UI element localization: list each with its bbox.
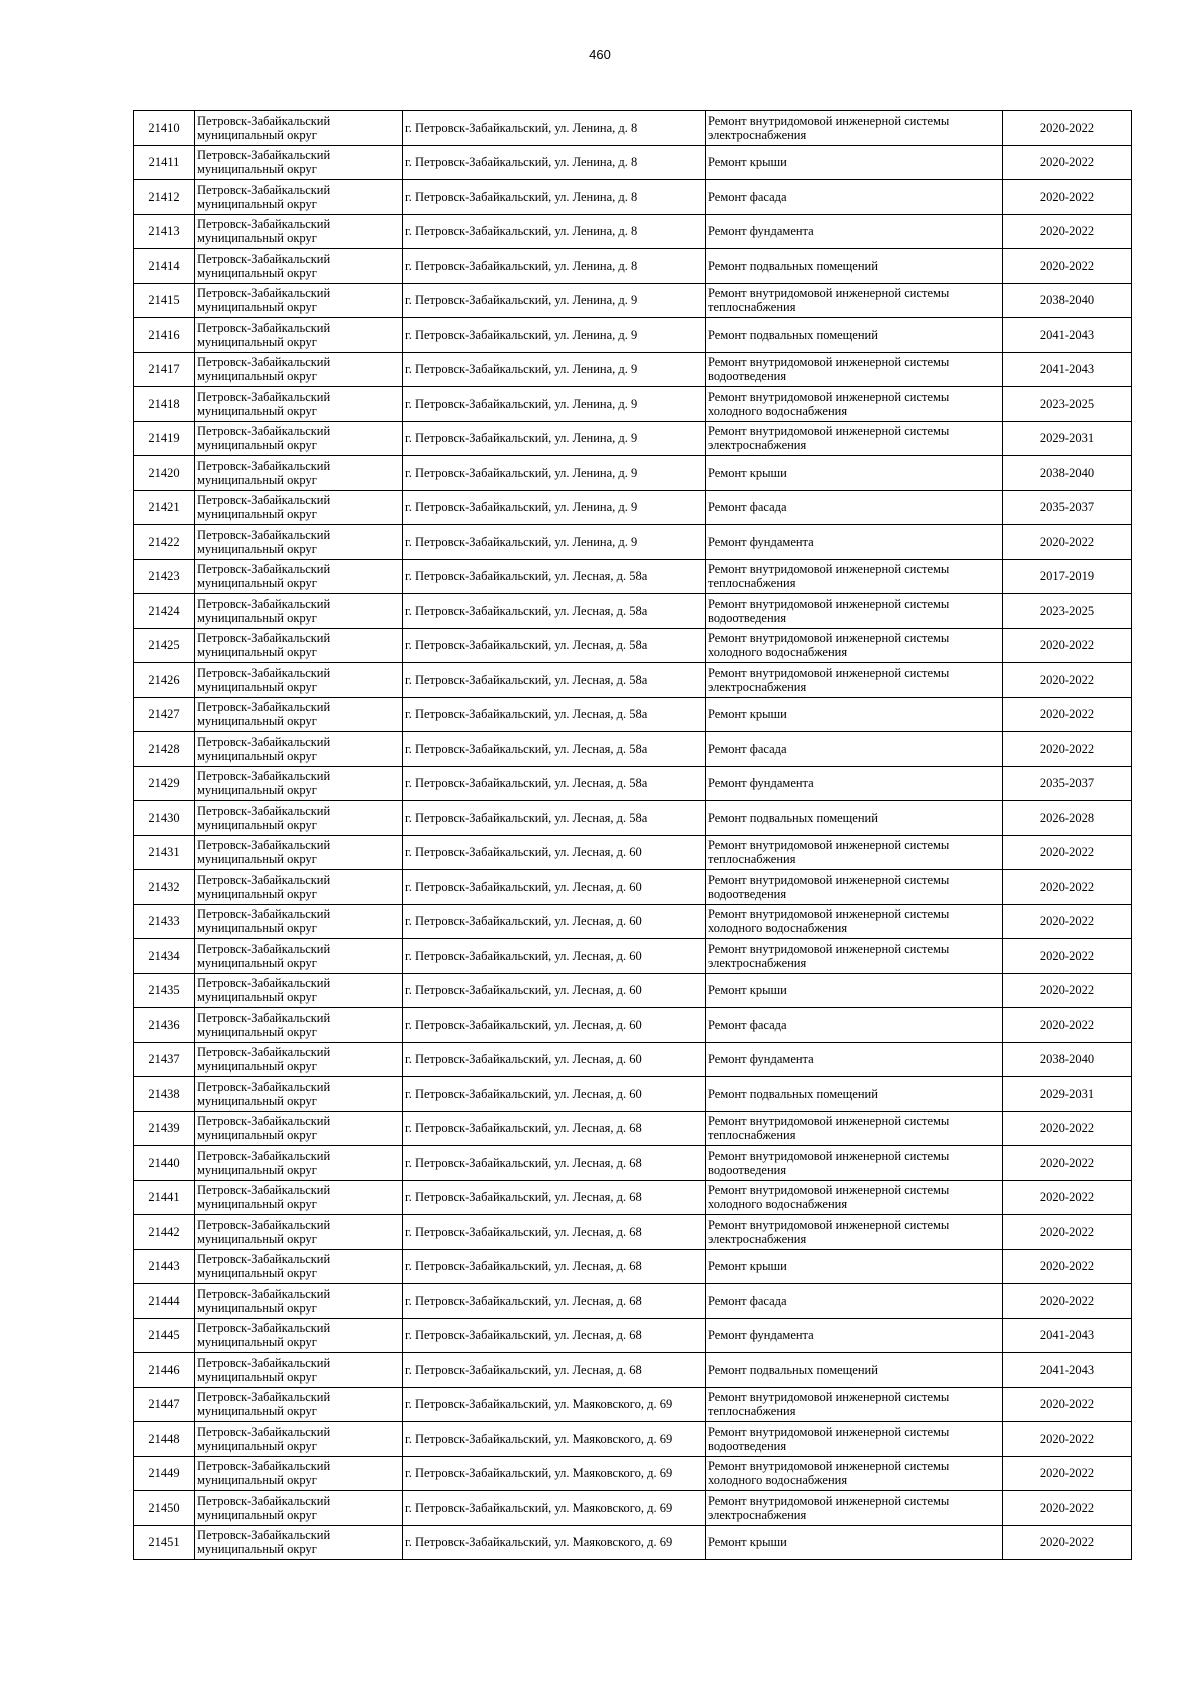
district-cell: Петровск-Забайкальский муниципальный округ xyxy=(195,456,403,491)
district-cell: Петровск-Забайкальский муниципальный округ xyxy=(195,421,403,456)
row-number: 21430 xyxy=(134,801,195,836)
district-cell: Петровск-Забайкальский муниципальный округ xyxy=(195,628,403,663)
table-row xyxy=(134,904,1132,939)
period-cell: 2020-2022 xyxy=(1003,1525,1132,1560)
row-number: 21450 xyxy=(134,1491,195,1526)
district-cell: Петровск-Забайкальский муниципальный округ xyxy=(195,387,403,422)
address-cell: г. Петровск-Забайкальский, ул. Ленина, д. 8 xyxy=(403,180,706,215)
address-cell: г. Петровск-Забайкальский, ул. Лесная, д. 60 xyxy=(403,1077,706,1112)
period-cell: 2041-2043 xyxy=(1003,1353,1132,1388)
district-cell: Петровск-Забайкальский муниципальный округ xyxy=(195,663,403,698)
table-row xyxy=(134,801,1132,836)
district-cell: Петровск-Забайкальский муниципальный округ xyxy=(195,1077,403,1112)
address-cell: г. Петровск-Забайкальский, ул. Ленина, д. 8 xyxy=(403,249,706,284)
period-cell: 2020-2022 xyxy=(1003,1180,1132,1215)
row-number: 21420 xyxy=(134,456,195,491)
work-type-cell: Ремонт внутридомовой инженерной системы теплоснабжения xyxy=(706,835,1003,870)
period-cell: 2020-2022 xyxy=(1003,835,1132,870)
work-type-cell: Ремонт фасада xyxy=(706,180,1003,215)
district-cell: Петровск-Забайкальский муниципальный округ xyxy=(195,1284,403,1319)
period-cell: 2020-2022 xyxy=(1003,1008,1132,1043)
row-number: 21425 xyxy=(134,628,195,663)
period-cell: 2020-2022 xyxy=(1003,628,1132,663)
address-cell: г. Петровск-Забайкальский, ул. Ленина, д. 9 xyxy=(403,283,706,318)
district-cell: Петровск-Забайкальский муниципальный округ xyxy=(195,145,403,180)
work-type-cell: Ремонт фасада xyxy=(706,490,1003,525)
row-number: 21448 xyxy=(134,1422,195,1457)
table-row xyxy=(134,1215,1132,1250)
table-row xyxy=(134,697,1132,732)
work-type-cell: Ремонт внутридомовой инженерной системы электроснабжения xyxy=(706,111,1003,146)
district-cell: Петровск-Забайкальский муниципальный округ xyxy=(195,318,403,353)
period-cell: 2017-2019 xyxy=(1003,559,1132,594)
work-type-cell: Ремонт подвальных помещений xyxy=(706,318,1003,353)
work-type-cell: Ремонт внутридомовой инженерной системы теплоснабжения xyxy=(706,283,1003,318)
table-row xyxy=(134,628,1132,663)
period-cell: 2035-2037 xyxy=(1003,490,1132,525)
address-cell: г. Петровск-Забайкальский, ул. Ленина, д. 8 xyxy=(403,145,706,180)
district-cell: Петровск-Забайкальский муниципальный округ xyxy=(195,1111,403,1146)
address-cell: г. Петровск-Забайкальский, ул. Лесная, д. 58а xyxy=(403,732,706,767)
table-row xyxy=(134,1180,1132,1215)
address-cell: г. Петровск-Забайкальский, ул. Лесная, д. 68 xyxy=(403,1146,706,1181)
district-cell: Петровск-Забайкальский муниципальный округ xyxy=(195,697,403,732)
row-number: 21415 xyxy=(134,283,195,318)
district-cell: Петровск-Забайкальский муниципальный округ xyxy=(195,835,403,870)
period-cell: 2020-2022 xyxy=(1003,870,1132,905)
period-cell: 2020-2022 xyxy=(1003,525,1132,560)
table-row xyxy=(134,1146,1132,1181)
work-type-cell: Ремонт внутридомовой инженерной системы теплоснабжения xyxy=(706,1387,1003,1422)
row-number: 21434 xyxy=(134,939,195,974)
period-cell: 2029-2031 xyxy=(1003,1077,1132,1112)
district-cell: Петровск-Забайкальский муниципальный округ xyxy=(195,1422,403,1457)
table-row xyxy=(134,939,1132,974)
address-cell: г. Петровск-Забайкальский, ул. Маяковского, д. 69 xyxy=(403,1456,706,1491)
row-number: 21439 xyxy=(134,1111,195,1146)
period-cell: 2020-2022 xyxy=(1003,1456,1132,1491)
row-number: 21411 xyxy=(134,145,195,180)
table-row xyxy=(134,456,1132,491)
row-number: 21424 xyxy=(134,594,195,629)
table-row xyxy=(134,1456,1132,1491)
row-number: 21442 xyxy=(134,1215,195,1250)
table-row xyxy=(134,870,1132,905)
address-cell: г. Петровск-Забайкальский, ул. Лесная, д. 60 xyxy=(403,973,706,1008)
address-cell: г. Петровск-Забайкальский, ул. Ленина, д. 9 xyxy=(403,352,706,387)
row-number: 21435 xyxy=(134,973,195,1008)
table-row xyxy=(134,145,1132,180)
work-type-cell: Ремонт крыши xyxy=(706,456,1003,491)
table-row xyxy=(134,180,1132,215)
work-type-cell: Ремонт подвальных помещений xyxy=(706,249,1003,284)
district-cell: Петровск-Забайкальский муниципальный округ xyxy=(195,904,403,939)
work-type-cell: Ремонт внутридомовой инженерной системы электроснабжения xyxy=(706,1215,1003,1250)
work-type-cell: Ремонт крыши xyxy=(706,145,1003,180)
period-cell: 2038-2040 xyxy=(1003,283,1132,318)
table-row xyxy=(134,1422,1132,1457)
work-type-cell: Ремонт крыши xyxy=(706,973,1003,1008)
table-row xyxy=(134,387,1132,422)
row-number: 21422 xyxy=(134,525,195,560)
table-row xyxy=(134,1042,1132,1077)
district-cell: Петровск-Забайкальский муниципальный округ xyxy=(195,1008,403,1043)
period-cell: 2041-2043 xyxy=(1003,318,1132,353)
row-number: 21410 xyxy=(134,111,195,146)
work-type-cell: Ремонт внутридомовой инженерной системы теплоснабжения xyxy=(706,559,1003,594)
address-cell: г. Петровск-Забайкальский, ул. Лесная, д. 60 xyxy=(403,1008,706,1043)
work-type-cell: Ремонт фасада xyxy=(706,1008,1003,1043)
table-row xyxy=(134,1353,1132,1388)
table-row xyxy=(134,1008,1132,1043)
table-row xyxy=(134,835,1132,870)
work-type-cell: Ремонт фундамента xyxy=(706,1042,1003,1077)
page-number: 460 xyxy=(589,47,611,62)
district-cell: Петровск-Забайкальский муниципальный округ xyxy=(195,1318,403,1353)
work-type-cell: Ремонт внутридомовой инженерной системы водоотведения xyxy=(706,1146,1003,1181)
table-row xyxy=(134,766,1132,801)
row-number: 21423 xyxy=(134,559,195,594)
district-cell: Петровск-Забайкальский муниципальный округ xyxy=(195,111,403,146)
work-type-cell: Ремонт фундамента xyxy=(706,525,1003,560)
period-cell: 2038-2040 xyxy=(1003,1042,1132,1077)
address-cell: г. Петровск-Забайкальский, ул. Лесная, д. 68 xyxy=(403,1111,706,1146)
district-cell: Петровск-Забайкальский муниципальный округ xyxy=(195,766,403,801)
table-row xyxy=(134,490,1132,525)
work-type-cell: Ремонт подвальных помещений xyxy=(706,801,1003,836)
address-cell: г. Петровск-Забайкальский, ул. Лесная, д. 68 xyxy=(403,1284,706,1319)
row-number: 21414 xyxy=(134,249,195,284)
work-type-cell: Ремонт фасада xyxy=(706,732,1003,767)
period-cell: 2020-2022 xyxy=(1003,1422,1132,1457)
row-number: 21419 xyxy=(134,421,195,456)
row-number: 21427 xyxy=(134,697,195,732)
period-cell: 2035-2037 xyxy=(1003,766,1132,801)
table-row xyxy=(134,249,1132,284)
period-cell: 2020-2022 xyxy=(1003,1111,1132,1146)
period-cell: 2020-2022 xyxy=(1003,145,1132,180)
table-row xyxy=(134,421,1132,456)
row-number: 21416 xyxy=(134,318,195,353)
row-number: 21438 xyxy=(134,1077,195,1112)
row-number: 21426 xyxy=(134,663,195,698)
work-type-cell: Ремонт внутридомовой инженерной системы водоотведения xyxy=(706,870,1003,905)
district-cell: Петровск-Забайкальский муниципальный округ xyxy=(195,594,403,629)
row-number: 21437 xyxy=(134,1042,195,1077)
row-number: 21436 xyxy=(134,1008,195,1043)
district-cell: Петровск-Забайкальский муниципальный округ xyxy=(195,939,403,974)
district-cell: Петровск-Забайкальский муниципальный округ xyxy=(195,1042,403,1077)
work-type-cell: Ремонт внутридомовой инженерной системы электроснабжения xyxy=(706,939,1003,974)
work-type-cell: Ремонт фундамента xyxy=(706,214,1003,249)
period-cell: 2020-2022 xyxy=(1003,904,1132,939)
district-cell: Петровск-Забайкальский муниципальный округ xyxy=(195,973,403,1008)
district-cell: Петровск-Забайкальский муниципальный округ xyxy=(195,214,403,249)
work-type-cell: Ремонт крыши xyxy=(706,1525,1003,1560)
address-cell: г. Петровск-Забайкальский, ул. Лесная, д. 68 xyxy=(403,1249,706,1284)
district-cell: Петровск-Забайкальский муниципальный округ xyxy=(195,1491,403,1526)
table-row xyxy=(134,1077,1132,1112)
row-number: 21443 xyxy=(134,1249,195,1284)
row-number: 21421 xyxy=(134,490,195,525)
address-cell: г. Петровск-Забайкальский, ул. Лесная, д. 60 xyxy=(403,904,706,939)
district-cell: Петровск-Забайкальский муниципальный округ xyxy=(195,1180,403,1215)
address-cell: г. Петровск-Забайкальский, ул. Лесная, д. 58а xyxy=(403,559,706,594)
work-type-cell: Ремонт подвальных помещений xyxy=(706,1353,1003,1388)
district-cell: Петровск-Забайкальский муниципальный округ xyxy=(195,559,403,594)
address-cell: г. Петровск-Забайкальский, ул. Лесная, д. 60 xyxy=(403,1042,706,1077)
table-row xyxy=(134,1111,1132,1146)
row-number: 21444 xyxy=(134,1284,195,1319)
row-number: 21431 xyxy=(134,835,195,870)
row-number: 21447 xyxy=(134,1387,195,1422)
period-cell: 2023-2025 xyxy=(1003,387,1132,422)
address-cell: г. Петровск-Забайкальский, ул. Лесная, д. 58а xyxy=(403,594,706,629)
table-row xyxy=(134,111,1132,146)
address-cell: г. Петровск-Забайкальский, ул. Лесная, д. 58а xyxy=(403,697,706,732)
row-number: 21440 xyxy=(134,1146,195,1181)
address-cell: г. Петровск-Забайкальский, ул. Ленина, д. 8 xyxy=(403,214,706,249)
work-type-cell: Ремонт внутридомовой инженерной системы теплоснабжения xyxy=(706,1111,1003,1146)
district-cell: Петровск-Забайкальский муниципальный округ xyxy=(195,801,403,836)
table-row xyxy=(134,559,1132,594)
address-cell: г. Петровск-Забайкальский, ул. Маяковского, д. 69 xyxy=(403,1525,706,1560)
work-type-cell: Ремонт фасада xyxy=(706,1284,1003,1319)
table-row xyxy=(134,732,1132,767)
period-cell: 2038-2040 xyxy=(1003,456,1132,491)
work-type-cell: Ремонт внутридомовой инженерной системы электроснабжения xyxy=(706,421,1003,456)
address-cell: г. Петровск-Забайкальский, ул. Ленина, д. 9 xyxy=(403,421,706,456)
period-cell: 2020-2022 xyxy=(1003,1284,1132,1319)
period-cell: 2020-2022 xyxy=(1003,214,1132,249)
address-cell: г. Петровск-Забайкальский, ул. Лесная, д. 58а xyxy=(403,628,706,663)
work-type-cell: Ремонт внутридомовой инженерной системы холодного водоснабжения xyxy=(706,904,1003,939)
table-row xyxy=(134,1387,1132,1422)
address-cell: г. Петровск-Забайкальский, ул. Ленина, д. 9 xyxy=(403,525,706,560)
work-type-cell: Ремонт фундамента xyxy=(706,1318,1003,1353)
district-cell: Петровск-Забайкальский муниципальный округ xyxy=(195,180,403,215)
district-cell: Петровск-Забайкальский муниципальный округ xyxy=(195,1353,403,1388)
table-row xyxy=(134,594,1132,629)
row-number: 21451 xyxy=(134,1525,195,1560)
row-number: 21428 xyxy=(134,732,195,767)
table-row xyxy=(134,1318,1132,1353)
row-number: 21429 xyxy=(134,766,195,801)
work-type-cell: Ремонт внутридомовой инженерной системы водоотведения xyxy=(706,594,1003,629)
address-cell: г. Петровск-Забайкальский, ул. Маяковского, д. 69 xyxy=(403,1387,706,1422)
work-type-cell: Ремонт внутридомовой инженерной системы электроснабжения xyxy=(706,1491,1003,1526)
address-cell: г. Петровск-Забайкальский, ул. Лесная, д. 68 xyxy=(403,1180,706,1215)
address-cell: г. Петровск-Забайкальский, ул. Лесная, д. 60 xyxy=(403,835,706,870)
table-row xyxy=(134,973,1132,1008)
period-cell: 2020-2022 xyxy=(1003,1491,1132,1526)
table-row xyxy=(134,1249,1132,1284)
district-cell: Петровск-Забайкальский муниципальный округ xyxy=(195,732,403,767)
row-number: 21417 xyxy=(134,352,195,387)
row-number: 21432 xyxy=(134,870,195,905)
address-cell: г. Петровск-Забайкальский, ул. Лесная, д. 60 xyxy=(403,870,706,905)
district-cell: Петровск-Забайкальский муниципальный округ xyxy=(195,283,403,318)
row-number: 21449 xyxy=(134,1456,195,1491)
table-row xyxy=(134,214,1132,249)
address-cell: г. Петровск-Забайкальский, ул. Лесная, д. 58а xyxy=(403,801,706,836)
table-row xyxy=(134,663,1132,698)
work-type-cell: Ремонт внутридомовой инженерной системы холодного водоснабжения xyxy=(706,1456,1003,1491)
district-cell: Петровск-Забайкальский муниципальный округ xyxy=(195,1525,403,1560)
period-cell: 2020-2022 xyxy=(1003,1249,1132,1284)
table-row xyxy=(134,283,1132,318)
period-cell: 2041-2043 xyxy=(1003,1318,1132,1353)
work-type-cell: Ремонт внутридомовой инженерной системы холодного водоснабжения xyxy=(706,387,1003,422)
address-cell: г. Петровск-Забайкальский, ул. Ленина, д. 9 xyxy=(403,490,706,525)
work-type-cell: Ремонт внутридомовой инженерной системы электроснабжения xyxy=(706,663,1003,698)
address-cell: г. Петровск-Забайкальский, ул. Лесная, д. 68 xyxy=(403,1215,706,1250)
district-cell: Петровск-Забайкальский муниципальный округ xyxy=(195,1146,403,1181)
period-cell: 2026-2028 xyxy=(1003,801,1132,836)
period-cell: 2020-2022 xyxy=(1003,1215,1132,1250)
period-cell: 2020-2022 xyxy=(1003,180,1132,215)
address-cell: г. Петровск-Забайкальский, ул. Ленина, д. 9 xyxy=(403,387,706,422)
row-number: 21413 xyxy=(134,214,195,249)
district-cell: Петровск-Забайкальский муниципальный округ xyxy=(195,490,403,525)
address-cell: г. Петровск-Забайкальский, ул. Ленина, д. 8 xyxy=(403,111,706,146)
district-cell: Петровск-Забайкальский муниципальный округ xyxy=(195,249,403,284)
district-cell: Петровск-Забайкальский муниципальный округ xyxy=(195,352,403,387)
work-type-cell: Ремонт внутридомовой инженерной системы холодного водоснабжения xyxy=(706,628,1003,663)
district-cell: Петровск-Забайкальский муниципальный округ xyxy=(195,1215,403,1250)
row-number: 21418 xyxy=(134,387,195,422)
row-number: 21441 xyxy=(134,1180,195,1215)
row-number: 21445 xyxy=(134,1318,195,1353)
period-cell: 2029-2031 xyxy=(1003,421,1132,456)
work-type-cell: Ремонт фундамента xyxy=(706,766,1003,801)
row-number: 21433 xyxy=(134,904,195,939)
row-number: 21412 xyxy=(134,180,195,215)
period-cell: 2023-2025 xyxy=(1003,594,1132,629)
work-type-cell: Ремонт внутридомовой инженерной системы холодного водоснабжения xyxy=(706,1180,1003,1215)
work-type-cell: Ремонт внутридомовой инженерной системы водоотведения xyxy=(706,352,1003,387)
table-row xyxy=(134,1491,1132,1526)
period-cell: 2020-2022 xyxy=(1003,663,1132,698)
period-cell: 2020-2022 xyxy=(1003,732,1132,767)
address-cell: г. Петровск-Забайкальский, ул. Маяковского, д. 69 xyxy=(403,1422,706,1457)
address-cell: г. Петровск-Забайкальский, ул. Лесная, д. 58а xyxy=(403,663,706,698)
work-type-cell: Ремонт подвальных помещений xyxy=(706,1077,1003,1112)
table-row xyxy=(134,1284,1132,1319)
address-cell: г. Петровск-Забайкальский, ул. Лесная, д. 68 xyxy=(403,1318,706,1353)
period-cell: 2020-2022 xyxy=(1003,939,1132,974)
period-cell: 2020-2022 xyxy=(1003,111,1132,146)
district-cell: Петровск-Забайкальский муниципальный округ xyxy=(195,1387,403,1422)
table-row xyxy=(134,318,1132,353)
table-row xyxy=(134,1525,1132,1560)
period-cell: 2020-2022 xyxy=(1003,973,1132,1008)
address-cell: г. Петровск-Забайкальский, ул. Ленина, д. 9 xyxy=(403,318,706,353)
table-row xyxy=(134,352,1132,387)
work-type-cell: Ремонт внутридомовой инженерной системы водоотведения xyxy=(706,1422,1003,1457)
district-cell: Петровск-Забайкальский муниципальный округ xyxy=(195,1249,403,1284)
district-cell: Петровск-Забайкальский муниципальный округ xyxy=(195,1456,403,1491)
district-cell: Петровск-Забайкальский муниципальный округ xyxy=(195,525,403,560)
address-cell: г. Петровск-Забайкальский, ул. Лесная, д. 58а xyxy=(403,766,706,801)
address-cell: г. Петровск-Забайкальский, ул. Лесная, д. 60 xyxy=(403,939,706,974)
period-cell: 2020-2022 xyxy=(1003,1146,1132,1181)
address-cell: г. Петровск-Забайкальский, ул. Маяковского, д. 69 xyxy=(403,1491,706,1526)
address-cell: г. Петровск-Забайкальский, ул. Лесная, д. 68 xyxy=(403,1353,706,1388)
table-row xyxy=(134,525,1132,560)
period-cell: 2020-2022 xyxy=(1003,1387,1132,1422)
period-cell: 2020-2022 xyxy=(1003,697,1132,732)
table-body xyxy=(134,111,1132,1560)
work-type-cell: Ремонт крыши xyxy=(706,697,1003,732)
row-number: 21446 xyxy=(134,1353,195,1388)
period-cell: 2041-2043 xyxy=(1003,352,1132,387)
address-cell: г. Петровск-Забайкальский, ул. Ленина, д. 9 xyxy=(403,456,706,491)
period-cell: 2020-2022 xyxy=(1003,249,1132,284)
repair-schedule-table xyxy=(133,110,1132,1560)
district-cell: Петровск-Забайкальский муниципальный округ xyxy=(195,870,403,905)
work-type-cell: Ремонт крыши xyxy=(706,1249,1003,1284)
